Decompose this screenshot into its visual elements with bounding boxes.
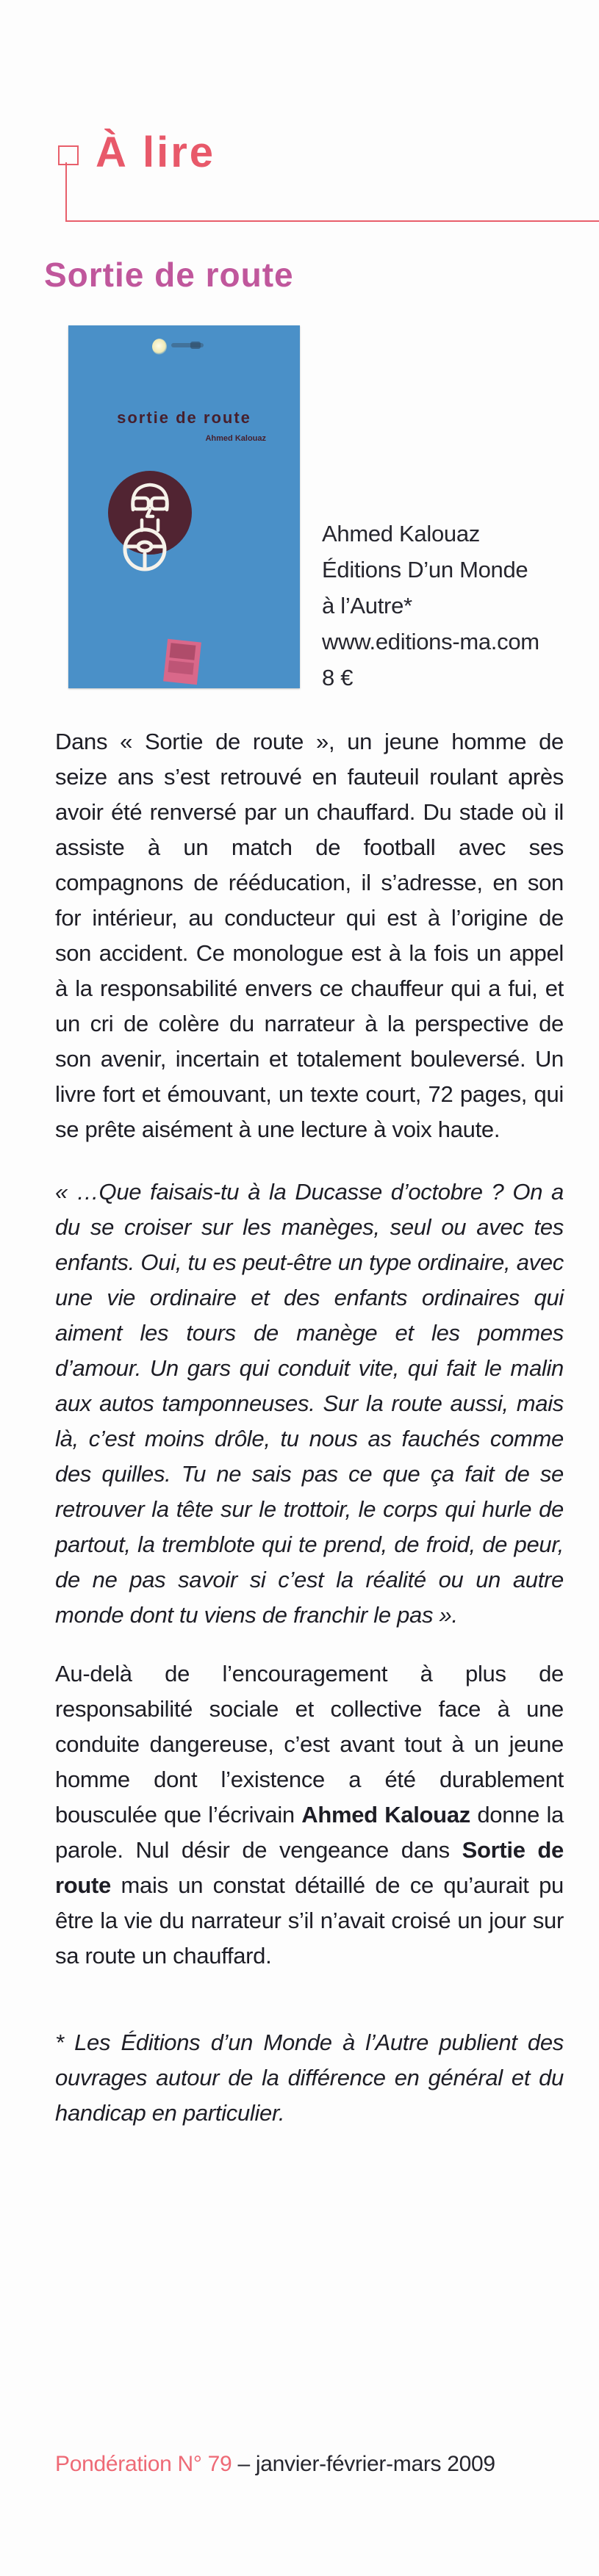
stamp-pattern — [170, 643, 196, 660]
cover-book-author: Ahmed Kalouaz — [205, 434, 266, 443]
stamp-pattern — [168, 660, 193, 674]
header-rule-horizontal — [65, 220, 599, 222]
publisher-logo — [145, 337, 215, 358]
book-publisher-line1: Éditions D’un Monde — [322, 557, 528, 582]
book-price: 8 € — [322, 665, 354, 690]
cover-illustration-face-and-steering-wheel — [104, 469, 196, 579]
publisher-logo-text-2 — [190, 342, 201, 349]
article-quote-paragraph: « …Que faisais-tu à la Ducasse d’octobre ? On a du se croiser sur les manèges, seul ou avec tes enfants. Oui, tu es peut-être un type ordinaire, avec une vie ordinaire et des enfants ordinaires qui aiment les tours de manège et les pommes d’amour. Un gars qui conduit vite, qui fait le malin aux autos tamponneuses. Sur la route aussi, mais là, c’est moins drôle, tu nous as fauchés comme des quilles. Tu ne sais pas ce que ça fait de se retrouver la tête sur le trottoir, le corps qui hurle de partout, la tremblote qui te prend, de froid, de peur, de ne pas savoir si c’est la réalité ou un autre monde dont tu viens de franchir le pas ». — [55, 1179, 564, 1628]
book-website: www.editions-ma.com — [322, 629, 539, 654]
article-footnote: * Les Éditions d’un Monde à l’Autre publient des ouvrages autour de la différence en général et du handicap en particulier. — [55, 2030, 564, 2126]
header-rule-vertical — [65, 162, 67, 222]
header-square-ornament — [58, 145, 79, 165]
footer-issue-date: – janvier-février-mars 2009 — [232, 2452, 495, 2476]
article-body — [55, 724, 564, 2131]
book-info-block — [322, 516, 587, 696]
book-author: Ahmed Kalouaz — [322, 521, 480, 546]
cover-price-stamp — [163, 639, 201, 685]
page-footer — [55, 2452, 570, 2477]
article-title: Sortie de route — [44, 256, 294, 294]
book-cover-image — [68, 325, 300, 688]
article-paragraph-1: Dans « Sortie de route », un jeune homme de seize ans s’est retrouvé en fauteuil roulant après avoir été renversé par un chauffard. Du stade où il assiste à un match de football avec ses compagnons de rééducation, il s’adresse, en son for intérieur, au conducteur qui est à l’origine de son accident. Ce monologue est à la fois un appel à la responsabilité envers ce chauffeur qui a fui, et un cri de colère du narrateur à la perspective de son avenir, incertain et totalement bouleversé. Un livre fort et émouvant, un texte court, 72 pages, qui se prête aisément à une lecture à voix haute. — [55, 729, 564, 1142]
footer-magazine-name: Pondération N° 79 — [55, 2452, 232, 2476]
cover-book-title: sortie de route — [117, 408, 251, 427]
publisher-logo-mark — [152, 339, 167, 355]
article-paragraph-3: Au-delà de l’encouragement à plus de responsabilité sociale et collective face à une conduite dangereuse, c’est avant tout à un jeune homme dont l’existence a été durablement bousculée que l’écrivain Ahmed Kalouaz donne la parole. Nul désir de vengeance dans Sortie de route mais un constat détaillé de ce qu’aurait pu être la vie du narrateur s’il n’avait croisé un jour sur sa route un chauffard. — [55, 1661, 564, 1969]
section-title: À lire — [96, 129, 216, 176]
book-publisher-line2: à l’Autre* — [322, 593, 412, 618]
